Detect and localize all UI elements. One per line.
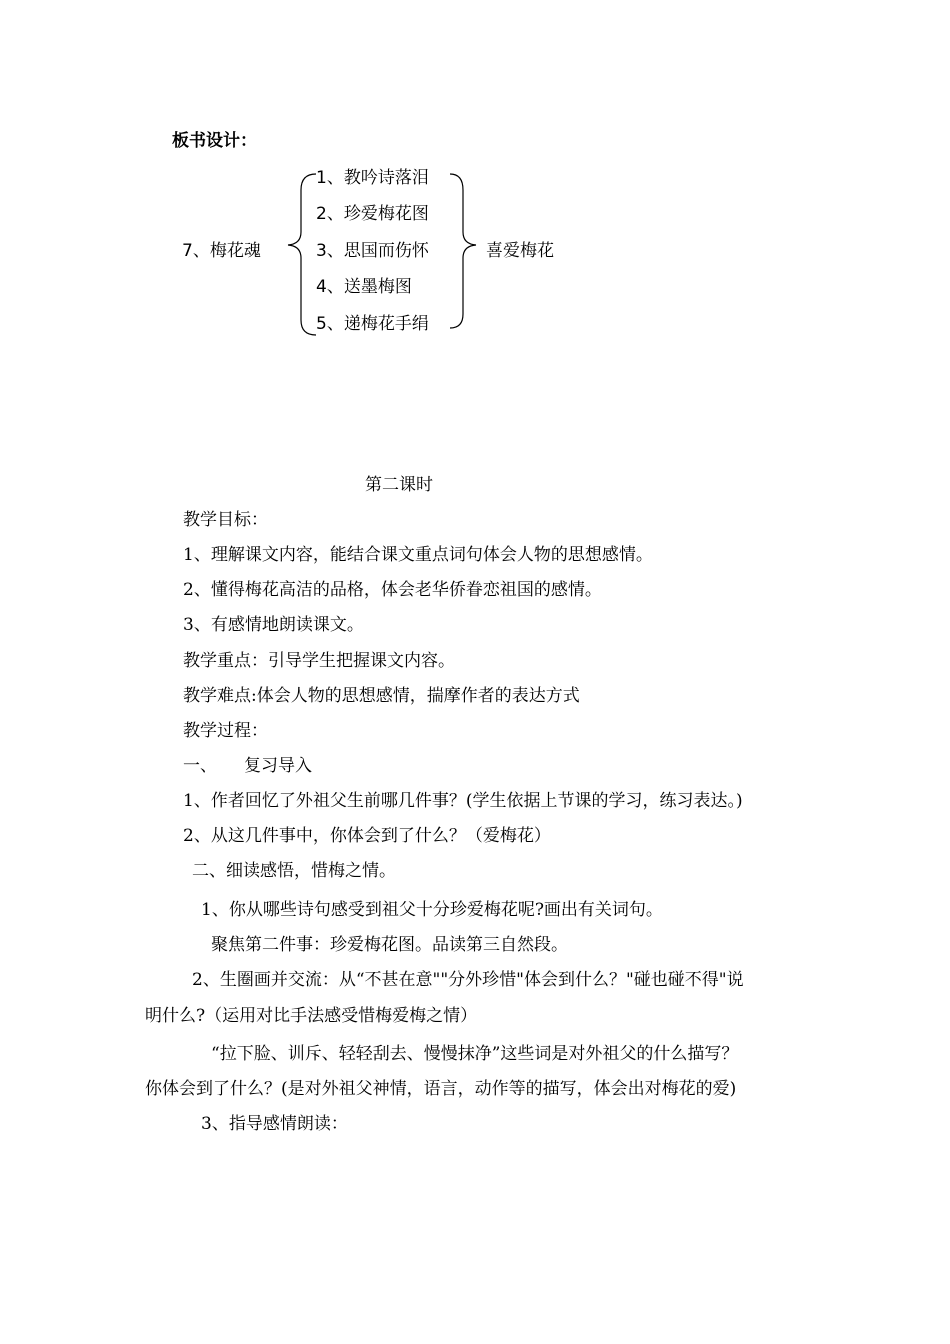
- paragraph: 2、懂得梅花高洁的品格，体会老华侨眷恋祖国的感情。: [183, 580, 602, 600]
- section-heading: 复习导入: [244, 756, 312, 776]
- lesson-title: 第二课时: [365, 475, 433, 495]
- paragraph: 2、生圈画并交流：从“不甚在意""分外珍惜"体会到什么？"碰也碰不得"说: [192, 970, 744, 990]
- board-braces: [0, 0, 950, 400]
- section-heading: 二、细读感悟，惜梅之情。: [192, 861, 396, 881]
- section-number: 一、: [183, 756, 217, 776]
- paragraph: “拉下脸、训斥、轻轻刮去、慢慢抹净”这些词是对外祖父的什么描写？: [211, 1044, 739, 1064]
- paragraph: 教学难点:体会人物的思想感情，揣摩作者的表达方式: [183, 686, 580, 706]
- paragraph: 1、你从哪些诗句感受到祖父十分珍爱梅花呢?画出有关词句。: [201, 900, 663, 920]
- paragraph: 3、指导感情朗读：: [201, 1114, 348, 1134]
- paragraph: 1、理解课文内容，能结合课文重点词句体会人物的思想感情。: [183, 545, 653, 565]
- paragraph: 3、有感情地朗读课文。: [183, 615, 364, 635]
- paragraph: 教学过程：: [183, 721, 268, 741]
- paragraph: 教学目标：: [183, 510, 268, 530]
- paragraph: 1、作者回忆了外祖父生前哪几件事？(学生依据上节课的学习，练习表达。): [183, 791, 743, 811]
- board-heading: 板书设计：: [172, 131, 257, 151]
- paragraph: 明什么?（运用对比手法感受惜梅爱梅之情）: [145, 1006, 478, 1026]
- left-brace: [288, 174, 316, 335]
- right-brace: [450, 174, 476, 328]
- paragraph: 你体会到了什么？(是对外祖父神情，语言，动作等的描写，体会出对梅花的爱): [145, 1079, 737, 1099]
- board-item: 4、送墨梅图: [316, 277, 412, 297]
- board-conclusion: 喜爱梅花: [486, 241, 554, 261]
- paragraph: 2、从这几件事中，你体会到了什么？（爱梅花）: [183, 826, 551, 846]
- paragraph: 教学重点：引导学生把握课文内容。: [183, 651, 455, 671]
- board-item: 3、思国而伤怀: [316, 241, 429, 261]
- board-item: 2、珍爱梅花图: [316, 204, 429, 224]
- paragraph: 聚焦第二件事：珍爱梅花图。品读第三自然段。: [211, 935, 568, 955]
- board-item: 1、教吟诗落泪: [316, 168, 429, 188]
- board-item: 5、递梅花手绢: [316, 314, 429, 334]
- board-lesson-title: 7、梅花魂: [182, 241, 261, 261]
